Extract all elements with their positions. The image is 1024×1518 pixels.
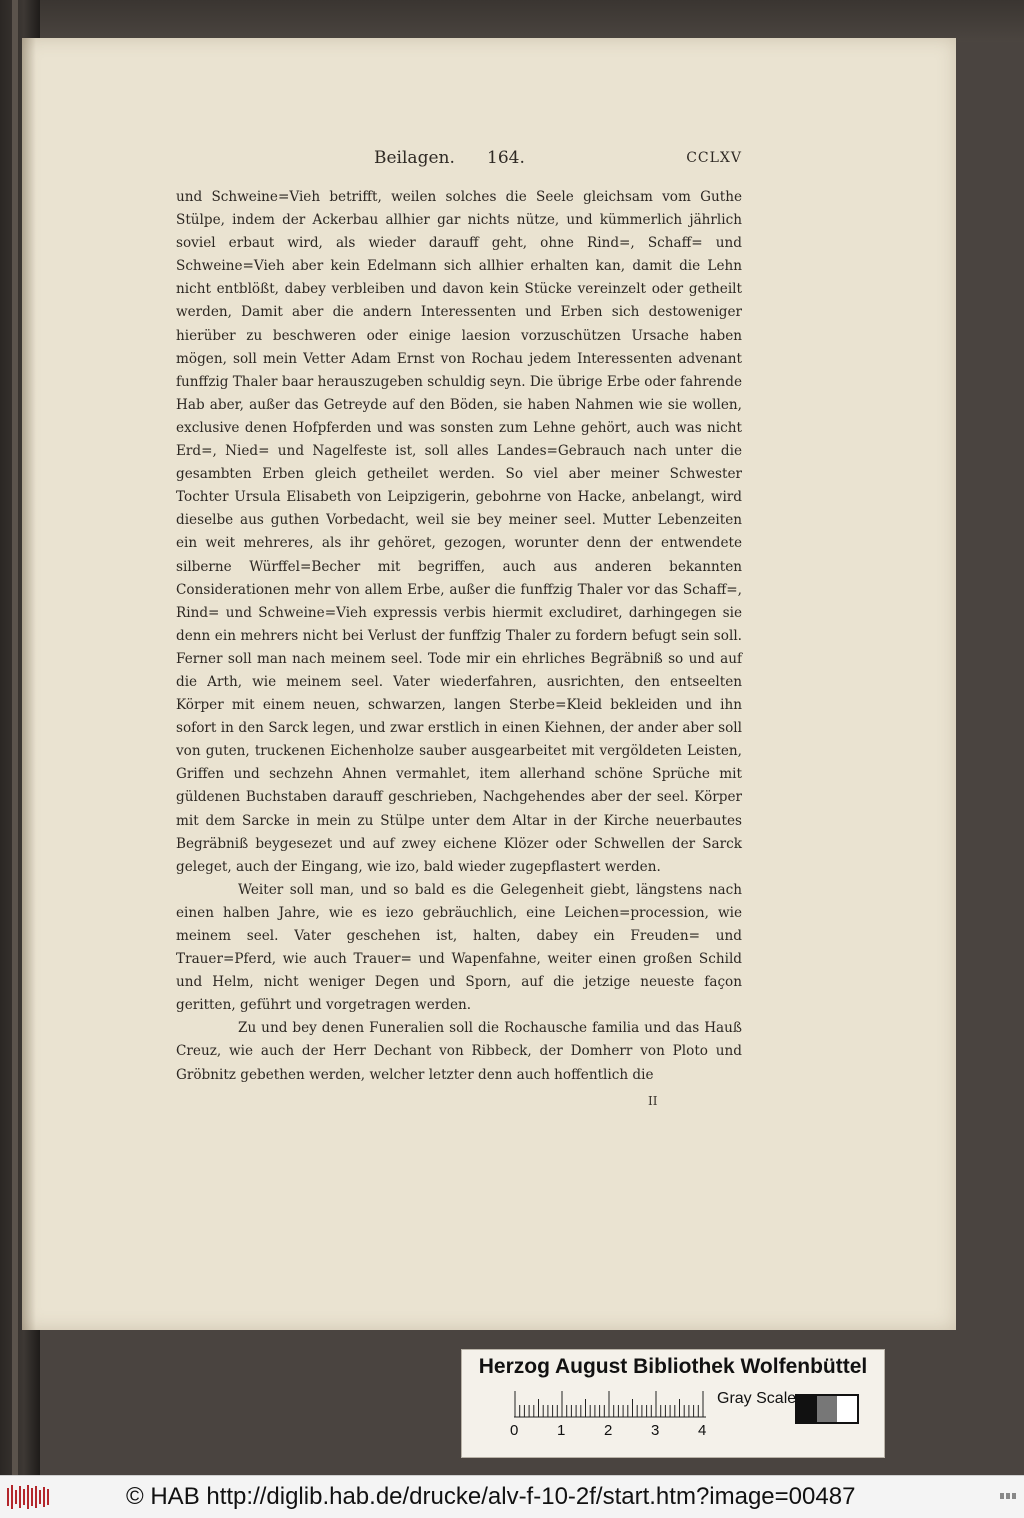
paragraph-2: Weiter soll man, und so bald es die Gelegenheit giebt, längstens nach einen halben Jahre, wie es iezo gebräuchlich, eine Leichen=procession, wie meinem seel. Vater geschehen ist, halten, dabey ein Freuden= und Trauer=Pferd, wie auch Trauer= und Wapenfahne, weiter einen großen Schild und Helm, nicht weniger Degen und Sporn, auf die jetzige neueste façon geritten, geführt und vorgetragen werden. (176, 881, 742, 1014)
gray-scale-patches (795, 1394, 859, 1424)
paragraph-1: und Schweine=Vieh betrifft, weilen solches die Seele gleichsam vom Guthe Stülpe, indem der Ackerbau allhier gar nichts nütze, und kümmerlich jährlich soviel erbaut wird, als wieder darauff geht, ohne Rind=, Schaff= und Schweine=Vieh aber kein Edelmann sich allhier erhalten kan, damit die Lehn nicht entblößt, dabey verbleiben und davon kein Stücke vereinzelt oder getheilt werden, Damit aber die andern Interessenten und Erben sich destoweniger hierüber zu beschweren oder einige laesion vorzuschützen Ursache haben mögen, soll mein Vetter Adam Ernst von Rochau jedem Interessenten advenant funffzig Thaler baar herauszugeben schuldig seyn. Die übrige Erbe oder fahrende Hab aber, außer das Getreyde auf den Böden, sie haben Nahmen wie sie wollen, exclusive denen Hofpferden und was sonsten zum Lehne gehört, auch was nicht Erd=, Nied= und Nagelfeste ist, soll alles Landes=Gebrauch nach unter die gesambten Erben gleich getheilet werden. So viel aber meiner Schwester Tochter Ursula Elisabeth von Leipzigerin, gebohrne von Hacke, anbelangt, wird dieselbe aus guthen Vorbedacht, weil sie bey meiner seel. Mutter Lebenzeiten ein weit mehreres, als ihr gehöret, gezogen, worunter denn der entwendete silberne Würffel=Becher mit begriffen, auch aus anderen bekannten Considerationen mehr von allem Erbe, außer die funffzig Thaler vor das Schaff=, Rind= und Schweine=Vieh expressis verbis hiermit excludiret, darhingegen sie denn ein mehrers nicht bei Verlust der funffzig Thaler zu fordern befugt sein soll. Ferner soll man nach meinem seel. Tode mir ein ehrliches Begräbniß so und auf die Arth, wie meinem seel. Vater wiederfahren, ausrichten, den entseelten Körper mit einem neuen, schwarzen, langen Sterbe=Kleid bekleiden und ihn sofort in den Sarck legen, und zwar erstlich in einen Kiehnen, der ander aber soll von guten, truckenen Eichenholze sauber ausgearbeitet mit vergöldeten Leisten, Griffen und sechzehn Ahnen vermahlet, item allerhand schöne Sprüche mit güldenen Buchstaben darauff geschrieben, Nachgehendes aber der seel. Körper mit dem Sarcke in mein zu Stülpe unter dem Altar in der Kirche neuerbautes Begräbniß beygesezet und auf zwey eichene Klözer oder Schwellen der Sarck geleget, auch der Eingang, wie izo, bald wieder zugepflastert werden. (176, 189, 742, 875)
running-head-title: Beilagen. (374, 148, 455, 168)
library-color-label (461, 1349, 885, 1458)
gray-scale-label: Gray Scale (717, 1390, 797, 1407)
book-cover-top (0, 0, 1024, 42)
body-text (176, 186, 742, 1087)
ruler-number-2: 2 (604, 1422, 613, 1439)
running-head-number: 164. (487, 148, 525, 168)
page-number-roman: CCLXV (686, 150, 742, 166)
ruler-number-1: 1 (557, 1422, 566, 1439)
library-label-title: Herzog August Bibliothek Wolfenbüttel (478, 1355, 868, 1378)
page-gutter-shadow (22, 38, 36, 1330)
scale-ruler (514, 1390, 706, 1418)
copyright-url[interactable]: © HAB http://diglib.hab.de/drucke/alv-f-10-2f/start.htm?image=00487 (126, 1483, 856, 1510)
ruler-number-0: 0 (510, 1422, 519, 1439)
ruler-number-3: 3 (651, 1422, 660, 1439)
signature-mark: II (648, 1094, 658, 1108)
book-spine (12, 0, 18, 1475)
paragraph-3: Zu und bey denen Funeralien soll die Rochausche familia und das Hauß Creuz, wie auch der Herr Dechant von Ribbeck, der Domherr von Ploto und Gröbnitz gebethen werden, welcher letzter denn auch hoffentlich die (176, 1020, 742, 1083)
ruler-number-4: 4 (698, 1422, 707, 1439)
viewer-footer (0, 1475, 1024, 1518)
running-head (176, 148, 742, 172)
hab-logo-icon (6, 1484, 50, 1510)
viewer-mini-icon (1000, 1491, 1018, 1501)
